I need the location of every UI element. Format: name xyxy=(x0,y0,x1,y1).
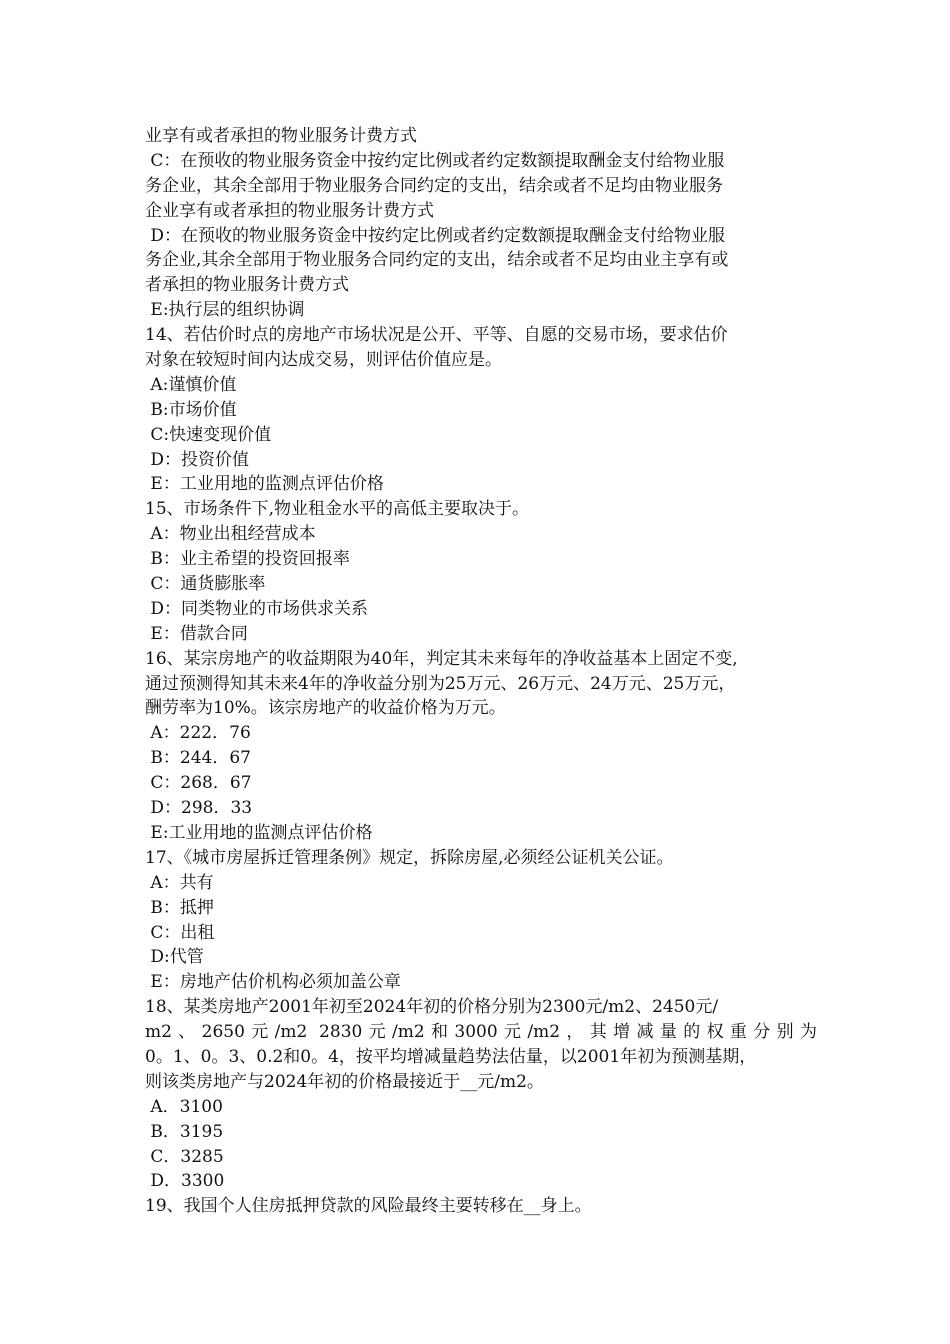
option-line: E:执行层的组织协调 xyxy=(145,300,305,321)
option-line: D．3300 xyxy=(145,1171,225,1192)
question-line: 19、我国个人住房抵押贷款的风险最终主要转移在__身上。 xyxy=(145,1196,592,1217)
option-line: E：工业用地的监测点评估价格 xyxy=(145,474,384,495)
question-line: 16、某宗房地产的收益期限为40年，判定其未来每年的净收益基本上固定不变, xyxy=(145,648,738,669)
question-line: 18、某类房地产2001年初至2024年初的价格分别为2300元/m2、2450元/ xyxy=(145,997,719,1018)
text-line: m2、2650元/m2 2830元/m2和3000元/m2，其增减量的权重分别为 xyxy=(145,1022,817,1043)
text-line: 酬劳率为10%。该宗房地产的收益价格为万元。 xyxy=(145,698,506,719)
text-line: 者承担的物业服务计费方式 xyxy=(145,275,349,296)
text-line: 则该类房地产与2024年初的价格最接近于__元/m2。 xyxy=(145,1071,544,1092)
text-line: 务企业，其余全部用于物业服务合同约定的支出，结余或者不足均由物业服务 xyxy=(145,175,723,196)
text-line: 业享有或者承担的物业服务计费方式 xyxy=(145,126,417,146)
option-line: B．3195 xyxy=(145,1121,224,1142)
option-line: E：房地产估价机构必须加盖公章 xyxy=(145,972,401,993)
question-line: 14、若估价时点的房地产市场状况是公开、平等、自愿的交易市场，要求估价 xyxy=(145,325,728,346)
option-line: B:市场价值 xyxy=(145,399,237,420)
option-line: C：通货膨胀率 xyxy=(145,574,266,595)
option-line: D：同类物业的市场供求关系 xyxy=(145,598,369,619)
option-line: A：222．76 xyxy=(145,723,251,744)
option-line: B：244．67 xyxy=(145,748,251,769)
option-line: C：出租 xyxy=(145,922,215,943)
option-line: A：共有 xyxy=(145,872,214,893)
option-line: D：298．33 xyxy=(145,798,253,819)
option-line: C：268．67 xyxy=(145,773,252,794)
document-page xyxy=(145,124,817,1219)
option-line: A．3100 xyxy=(145,1096,223,1117)
option-line: C:快速变现价值 xyxy=(145,424,272,445)
option-line: D：在预收的物业服务资金中按约定比例或者约定数额提取酬金支付给物业服 xyxy=(145,225,726,246)
option-line: B：抵押 xyxy=(145,897,214,918)
option-line: D:代管 xyxy=(145,947,204,968)
option-line: A:谨慎价值 xyxy=(145,374,237,395)
question-line: 15、市场条件下,物业租金水平的高低主要取决于。 xyxy=(145,499,530,520)
text-line: 企业享有或者承担的物业服务计费方式 xyxy=(145,200,434,221)
option-line: C．3285 xyxy=(145,1146,224,1167)
option-line: B：业主希望的投资回报率 xyxy=(145,549,350,570)
text-line: 务企业,其余全部用于物业服务合同约定的支出，结余或者不足均由业主享有或 xyxy=(145,250,729,271)
option-line: D：投资价值 xyxy=(145,449,250,470)
text-line: 0。1、0。3、0.2和0。4，按平均增减量趋势法估量，以2001年初为预测基期， xyxy=(145,1046,757,1067)
text-line: 通过预测得知其未来4年的净收益分别为25万元、26万元、24万元、25万元， xyxy=(145,673,736,694)
option-line: E：借款合同 xyxy=(145,623,248,644)
option-line: C：在预收的物业服务资金中按约定比例或者约定数额提取酬金支付给物业服 xyxy=(145,150,725,171)
text-line: 对象在较短时间内达成交易，则评估价值应是。 xyxy=(145,350,502,371)
question-line: 17、《城市房屋拆迁管理条例》规定，拆除房屋,必须经公证机关公证。 xyxy=(145,847,674,868)
option-line: E:工业用地的监测点评估价格 xyxy=(145,822,373,843)
option-line: A：物业出租经营成本 xyxy=(145,524,316,545)
